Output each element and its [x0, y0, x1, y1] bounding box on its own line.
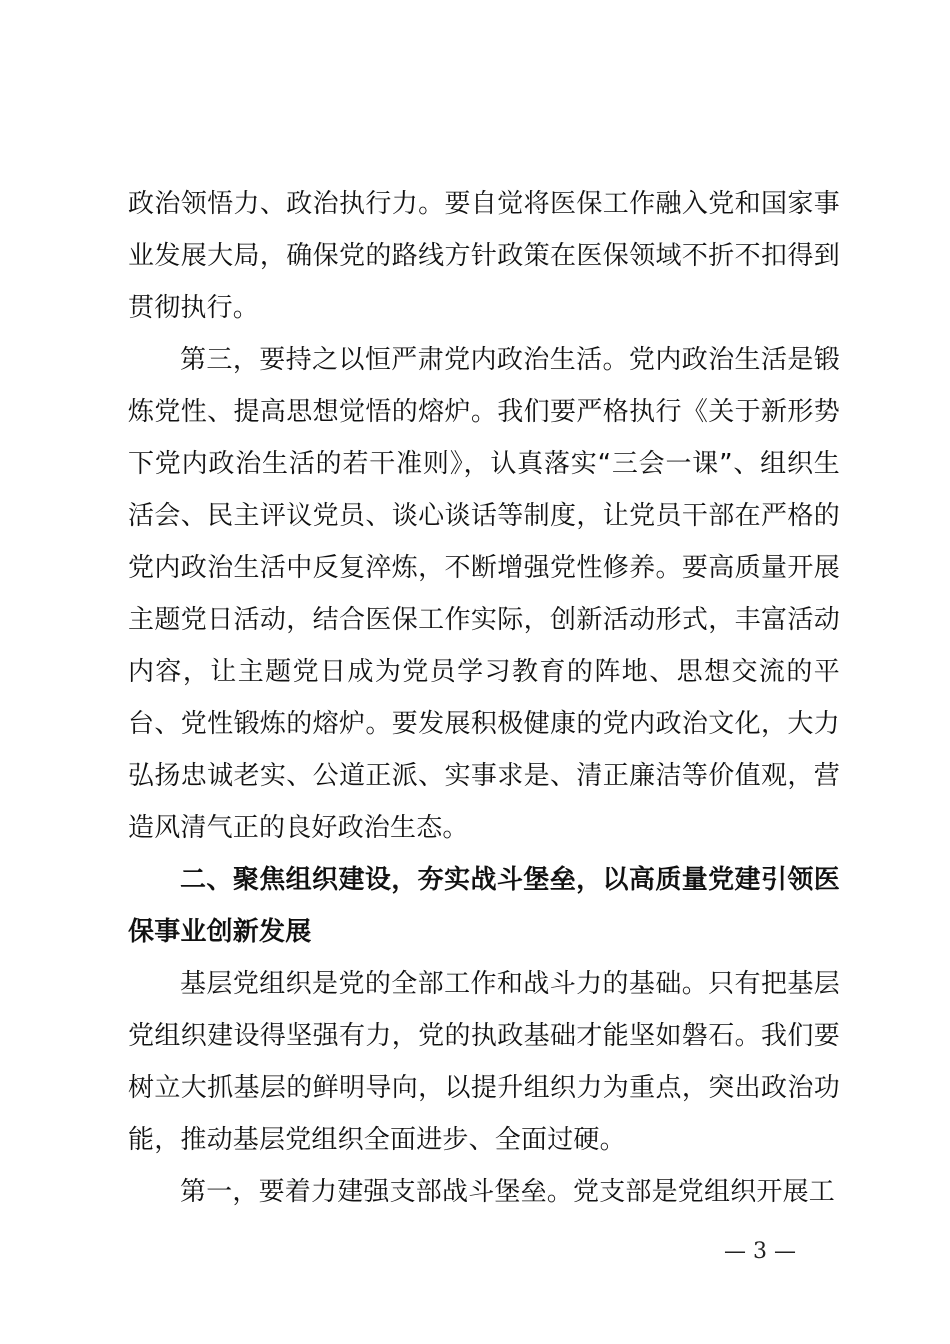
paragraph-grassroots: 基层党组织是党的全部工作和战斗力的基础。只有把基层党组织建设得坚强有力，党的执政基础才能坚如磐石。我们要树立大抓基层的鲜明导向，以提升组织力为重点，突出政治功能，推动基层党组织全面进步、全面过硬。	[128, 969, 840, 1155]
document-body	[128, 178, 840, 1218]
section-heading: 二、聚焦组织建设，夯实战斗堡垒，以高质量党建引领医保事业创新发展	[128, 865, 840, 947]
paragraph-political-life: 第三，要持之以恒严肃党内政治生活。党内政治生活是锻炼党性、提高思想觉悟的熔炉。我们要严格执行《关于新形势下党内政治生活的若干准则》，认真落实“三会一课”、组织生活会、民主评议党员、谈心谈话等制度，让党员干部在严格的党内政治生活中反复淬炼，不断增强党性修养。要高质量开展主题党日活动，结合医保工作实际，创新活动形式，丰富活动内容，让主题党日成为党员学习教育的阵地、思想交流的平台、党性锻炼的熔炉。要发展积极健康的党内政治文化，大力弘扬忠诚老实、公道正派、实事求是、清正廉洁等价值观，营造风清气正的良好政治生态。	[128, 345, 840, 843]
paragraph-branch: 第一，要着力建强支部战斗堡垒。党支部是党组织开展工	[180, 1177, 836, 1207]
page-number: — 3 —	[724, 1239, 796, 1264]
paragraph-continuation: 政治领悟力、政治执行力。要自觉将医保工作融入党和国家事业发展大局，确保党的路线方针政策在医保领域不折不扣得到贯彻执行。	[128, 189, 840, 323]
